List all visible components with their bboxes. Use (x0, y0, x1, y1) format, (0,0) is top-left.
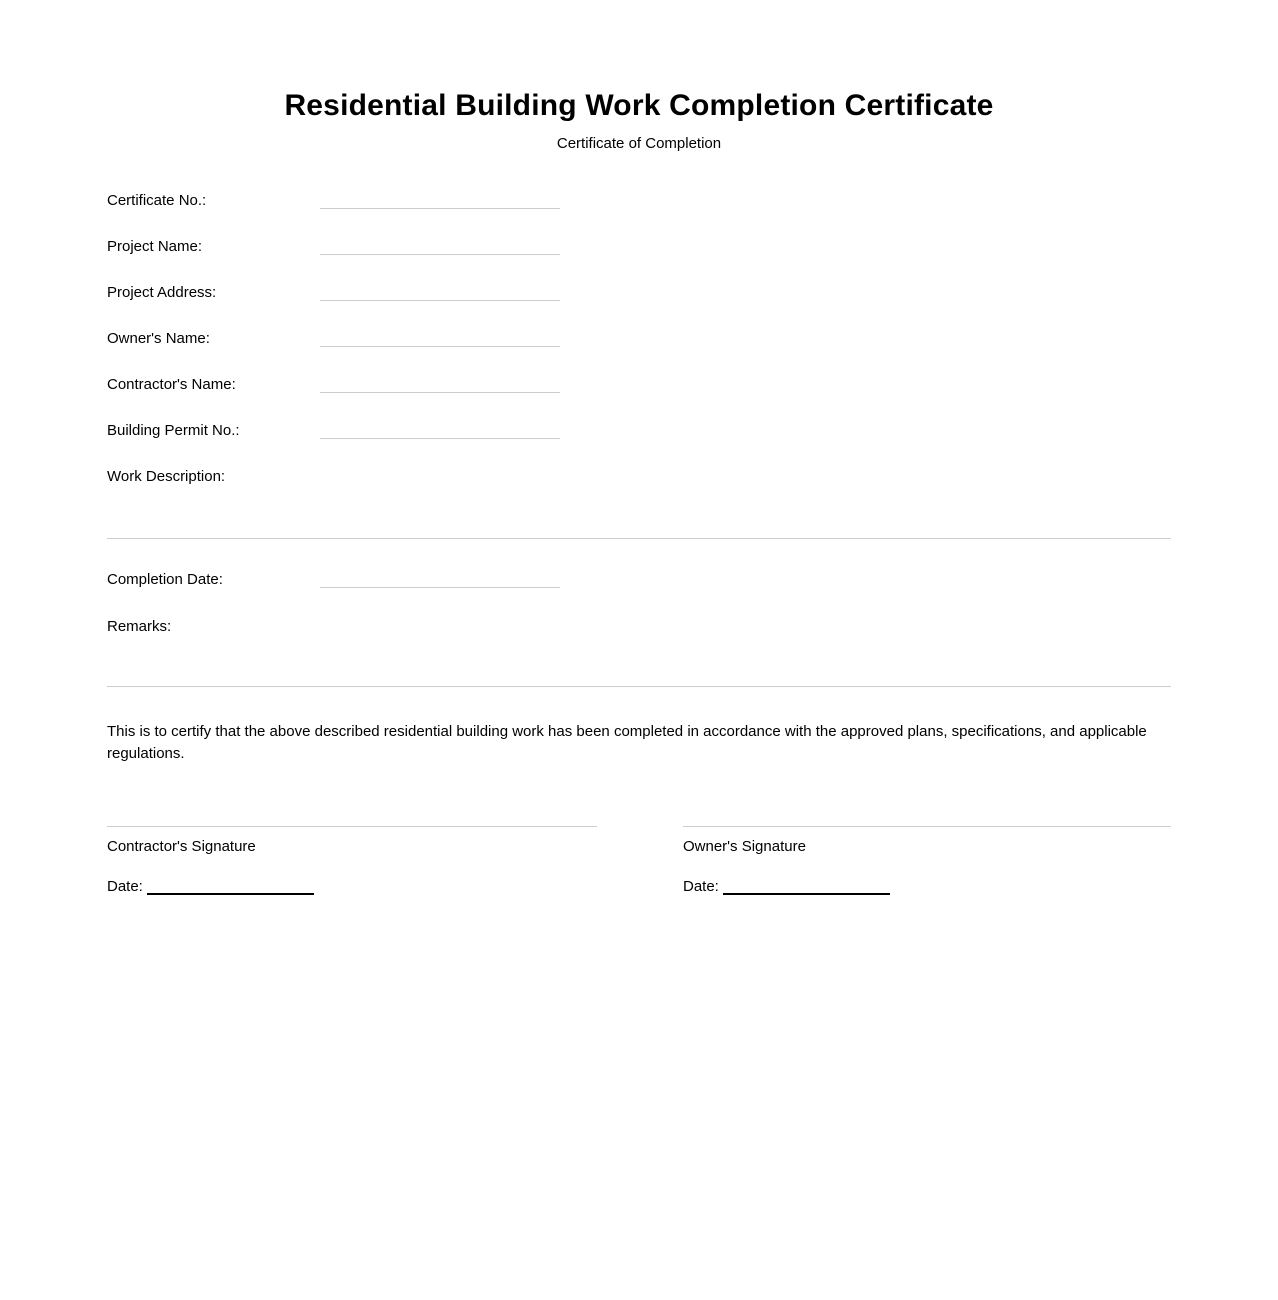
building-permit-no-input-line[interactable] (320, 438, 560, 439)
project-name-input-line[interactable] (320, 254, 560, 255)
completion-date-label: Completion Date: (107, 571, 223, 588)
owner-date-label: Date: (683, 878, 719, 895)
work-description-label: Work Description: (107, 468, 226, 485)
owner-date-row (683, 876, 1171, 897)
contractor-name-label: Contractor's Name: (107, 376, 236, 393)
completion-date-input-line[interactable] (320, 587, 560, 588)
certificate-no-label: Certificate No.: (107, 192, 207, 209)
field-row-project-name (107, 236, 1171, 257)
owner-date-input-line[interactable] (723, 880, 890, 895)
certificate-no-input-line[interactable] (320, 208, 560, 209)
field-row-contractor-name (107, 374, 1171, 395)
field-row-building-permit-no (107, 420, 1171, 441)
work-description-input-area[interactable] (107, 487, 1171, 539)
remarks-label: Remarks: (107, 618, 172, 635)
certification-statement: This is to certify that the above described residential building work has been completed in accordance with the approved plans, specifications, and applicable regulations. (107, 723, 1147, 762)
contractor-signature-label: Contractor's Signature (107, 838, 256, 855)
page-title: Residential Building Work Completion Certificate (284, 89, 994, 122)
owner-signature-label: Owner's Signature (683, 838, 806, 855)
owner-name-label: Owner's Name: (107, 330, 210, 347)
field-row-completion-date (107, 569, 1171, 590)
remarks-input-area[interactable] (107, 637, 1171, 687)
owner-signature-block (683, 826, 1171, 897)
contractor-date-input-line[interactable] (147, 880, 314, 895)
owner-name-input-line[interactable] (320, 346, 560, 347)
signature-column-gap (597, 826, 683, 897)
field-row-owner-name (107, 328, 1171, 349)
page-subtitle: Certificate of Completion (556, 135, 722, 152)
field-row-certificate-no (107, 190, 1171, 211)
contractor-name-input-line[interactable] (320, 392, 560, 393)
signature-section (107, 826, 1171, 897)
project-address-input-line[interactable] (320, 300, 560, 301)
project-address-label: Project Address: (107, 284, 217, 301)
building-permit-no-label: Building Permit No.: (107, 422, 240, 439)
contractor-date-row (107, 876, 597, 897)
contractor-date-label: Date: (107, 878, 143, 895)
field-row-project-address (107, 282, 1171, 303)
project-name-label: Project Name: (107, 238, 203, 255)
contractor-signature-block (107, 826, 597, 897)
certificate-page (107, 0, 1171, 897)
